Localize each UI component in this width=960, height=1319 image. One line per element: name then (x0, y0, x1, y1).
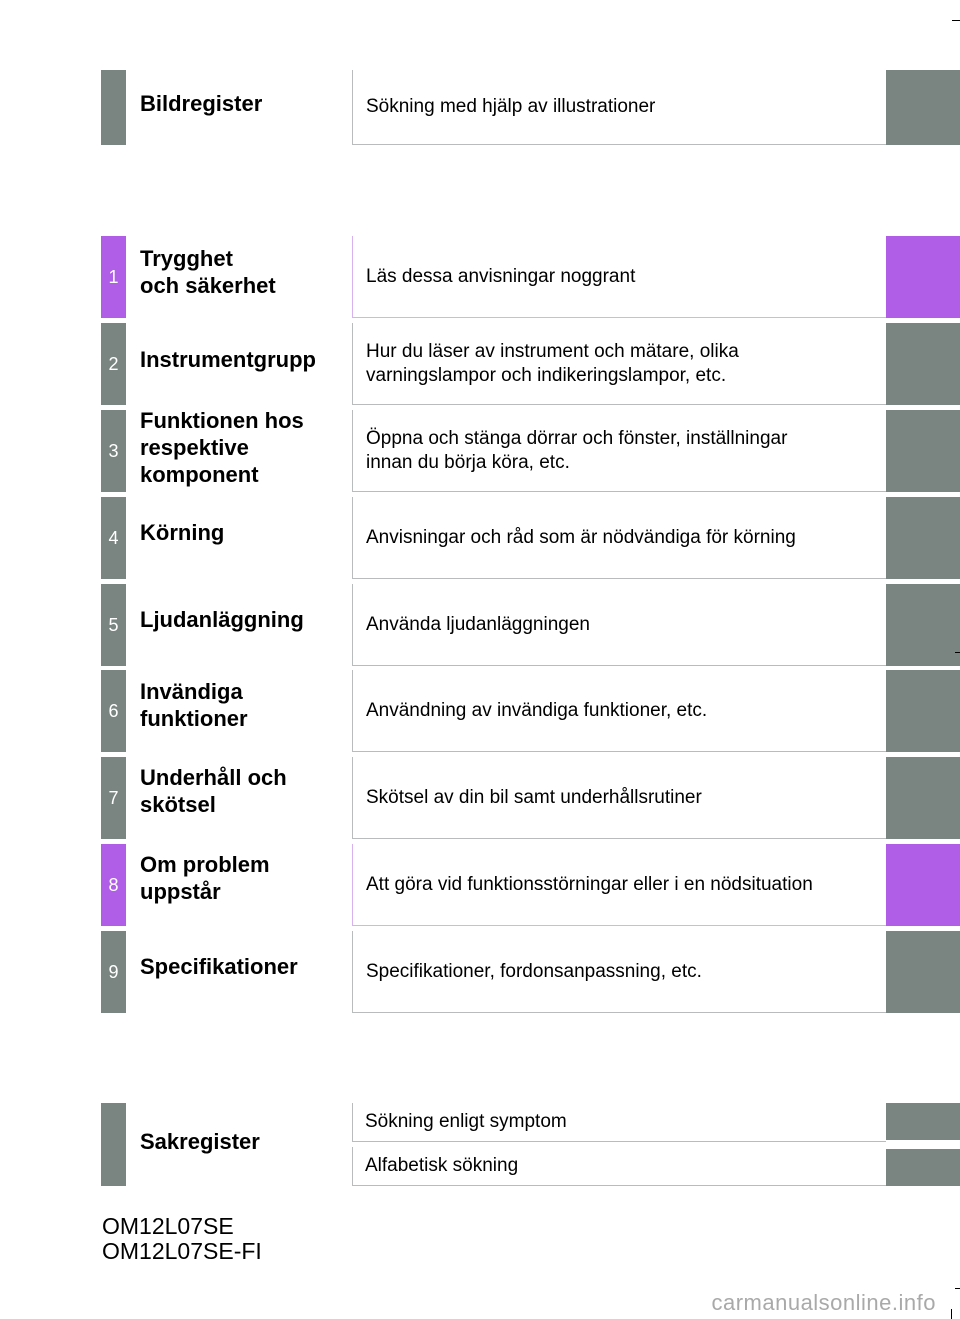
chapter-description: Öppna och stänga dörrar och fönster, inställningar innan du börja köra, etc. (366, 427, 788, 473)
chapter-tab (886, 410, 960, 492)
chapter-row-2[interactable] (0, 323, 960, 405)
chapter-number: 4 (101, 497, 126, 579)
chapter-description-box (352, 584, 886, 666)
chapter-row-9[interactable] (0, 931, 960, 1013)
chapter-tab (886, 497, 960, 579)
watermark: carmanualsonline.info (711, 1290, 936, 1315)
chapter-description: Att göra vid funktionsstörningar eller i en nödsituation (366, 873, 813, 895)
subject-index-item-tab (886, 1149, 960, 1186)
picture-index-row[interactable] (0, 70, 960, 145)
subject-index-row (0, 1103, 960, 1186)
chapter-row-5[interactable] (0, 584, 960, 666)
chapter-title: Trygghet och säkerhet (140, 246, 276, 298)
crop-mark (951, 1309, 952, 1319)
chapter-tab (886, 323, 960, 405)
chapter-description-box (352, 410, 886, 492)
chapter-tab (886, 931, 960, 1013)
chapter-number: 8 (101, 844, 126, 926)
subject-index-item-tab (886, 1103, 960, 1140)
chapter-number: 1 (101, 236, 126, 318)
chapter-number: 2 (101, 323, 126, 405)
chapter-description-box (352, 931, 886, 1013)
chapter-description: Användning av invändiga funktioner, etc. (366, 699, 708, 721)
chapter-number: 5 (101, 584, 126, 666)
chapter-number: 6 (101, 670, 126, 752)
chapter-row-7[interactable] (0, 757, 960, 839)
crop-mark (952, 20, 960, 21)
chapter-description-box (352, 844, 886, 926)
chapter-title: Specifikationer (140, 954, 298, 979)
chapter-row-3[interactable] (0, 410, 960, 492)
chapter-row-1[interactable] (0, 236, 960, 318)
chapter-description: Använda ljudanläggningen (366, 613, 590, 635)
chapter-title: Instrumentgrupp (140, 347, 316, 372)
crop-mark (955, 652, 960, 653)
picture-index-marker (101, 70, 126, 145)
chapter-title: Ljudanläggning (140, 607, 304, 632)
chapter-row-6[interactable] (0, 670, 960, 752)
chapter-number: 7 (101, 757, 126, 839)
chapter-description-box (352, 497, 886, 579)
chapter-tab (886, 757, 960, 839)
chapter-description: Specifikationer, fordonsanpassning, etc. (366, 960, 702, 982)
chapter-number: 9 (101, 931, 126, 1013)
chapter-tab (886, 844, 960, 926)
picture-index-tab (886, 70, 960, 145)
picture-index-description-box (352, 70, 886, 145)
chapter-title: Körning (140, 520, 225, 545)
chapter-tab (886, 584, 960, 666)
chapter-title: Funktionen hos respektive komponent (140, 408, 304, 487)
chapter-tab (886, 670, 960, 752)
crop-mark (955, 1288, 960, 1289)
chapter-row-8[interactable] (0, 844, 960, 926)
chapter-description: Hur du läser av instrument och mätare, olika varningslampor och indikeringslampor, etc. (366, 340, 739, 386)
chapter-row-4[interactable] (0, 497, 960, 579)
chapter-description: Anvisningar och råd som är nödvändiga för körning (366, 526, 796, 548)
chapter-description-box (352, 236, 886, 318)
picture-index-description: Sökning med hjälp av illustrationer (366, 96, 656, 117)
chapter-description-box (352, 670, 886, 752)
picture-index-title: Bildregister (140, 91, 263, 116)
chapter-tab (886, 236, 960, 318)
subject-index-item-label: Alfabetisk sökning (365, 1155, 519, 1176)
subject-index-item-symptom[interactable] (352, 1103, 960, 1142)
subject-index-item-label: Sökning enligt symptom (365, 1111, 567, 1132)
chapter-description-box (352, 757, 886, 839)
manual-code: OM12L07SE OM12L07SE-FI (102, 1213, 262, 1264)
chapter-description: Läs dessa anvisningar noggrant (366, 265, 636, 287)
subject-index-item-alphabetic[interactable] (352, 1147, 960, 1186)
chapter-title: Invändiga funktioner (140, 679, 248, 731)
subject-index-title: Sakregister (140, 1129, 260, 1154)
chapter-description-box (352, 323, 886, 405)
subject-index-marker (101, 1103, 126, 1186)
chapter-description: Skötsel av din bil samt underhållsrutiner (366, 786, 702, 808)
chapter-title: Om problem uppstår (140, 852, 270, 904)
chapter-number: 3 (101, 410, 126, 492)
chapter-title: Underhåll och skötsel (140, 765, 287, 817)
